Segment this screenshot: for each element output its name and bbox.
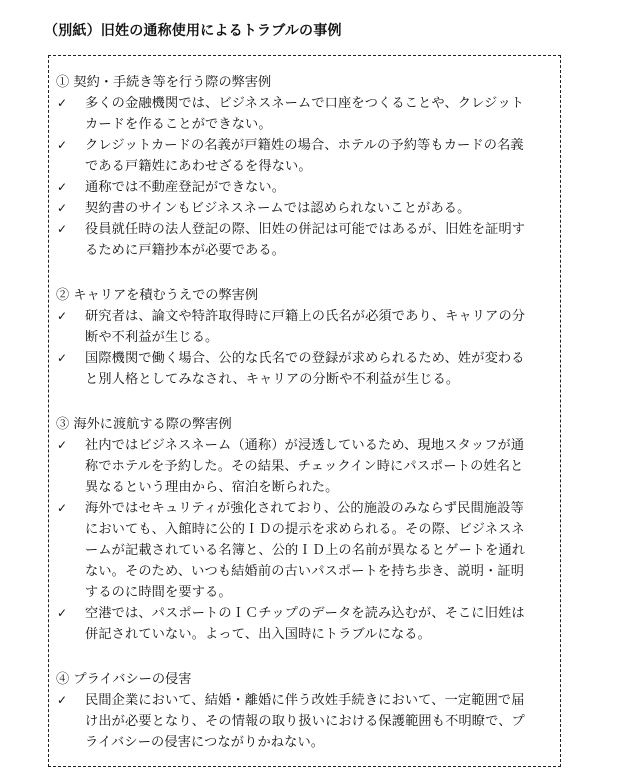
item-text-line: 空港では、パスポートのＩＣチップのデータを読み込むが、そこに旧姓は: [85, 606, 525, 621]
checkmark-icon: ✓: [57, 180, 68, 194]
checkmark-icon: ✓: [57, 222, 68, 236]
list-item: [56, 690, 556, 753]
item-text-line: 称でホテルを予約した。その結果、チェックイン時にパスポートの姓名と: [85, 459, 524, 474]
item-text-line: ライバシーの侵害につながりかねない。: [85, 735, 325, 750]
item-text-line: においても、入館時に公的ＩＤの提示を求められる。その際、ビジネスネ: [85, 522, 525, 537]
item-text-line: クレジットカードの名義が戸籍姓の場合、ホテルの予約等もカードの名義: [85, 138, 524, 153]
checkmark-icon: ✓: [57, 351, 68, 365]
item-text-line: 契約書のサインもビジネスネームでは認められないことがある。: [85, 201, 471, 216]
item-text-line: ームが記載されている名簿と、公的ＩＤ上の名前が異なるとゲートを通れ: [85, 543, 526, 558]
item-text-line: 多くの金融機関では、ビジネスネームで口座をつくることや、クレジット: [85, 96, 525, 111]
section-3: [56, 414, 556, 645]
checkmark-icon: ✓: [57, 438, 68, 452]
section-heading: ① 契約・手続き等を行う際の弊害例: [56, 75, 272, 90]
item-text-line: るために戸籍抄本が必要である。: [85, 243, 286, 258]
item-text-line: ない。そのため、いつも結婚前の古いパスポートを持ち歩き、説明・証明: [85, 564, 525, 579]
list-item: [56, 435, 556, 498]
item-text-line: 断や不利益が生じる。: [85, 330, 219, 345]
item-text-line: 研究者は、論文や特許取得時に戸籍上の氏名が必須であり、キャリアの分: [85, 309, 526, 324]
section-2: [56, 285, 556, 390]
document-title: （別紙）旧姓の通称使用によるトラブルの事例: [44, 23, 342, 39]
checkmark-icon: ✓: [57, 96, 68, 110]
list-item: [56, 198, 556, 219]
list-item: [56, 93, 556, 135]
item-text-line: け出が必要となり、その情報の取り扱いにおける保護範囲も不明瞭で、プ: [85, 714, 525, 729]
checkmark-icon: ✓: [57, 201, 68, 215]
section-heading: ② キャリアを積むうえでの弊害例: [56, 288, 259, 303]
item-text-line: 民間企業において、結婚・離婚に伴う改姓手続きにおいて、一定範囲で届: [85, 693, 525, 708]
checkmark-icon: ✓: [57, 138, 68, 152]
checkmark-icon: ✓: [57, 501, 68, 515]
item-text-line: 海外ではセキュリティが強化されており、公的施設のみならず民間施設等: [85, 501, 524, 516]
list-item: [56, 219, 556, 261]
section-heading: ④ プライバシーの侵害: [56, 672, 192, 687]
list-item: [56, 498, 556, 603]
list-item: [56, 603, 556, 645]
item-text-line: 役員就任時の法人登記の際、旧姓の併記は可能ではあるが、旧姓を証明す: [85, 222, 526, 237]
item-text-line: カードを作ることができない。: [85, 117, 272, 132]
item-text-line: である戸籍姓にあわせざるを得ない。: [85, 159, 312, 174]
item-text-line: するのに時間を要する。: [85, 585, 232, 600]
section-4: [56, 669, 556, 753]
list-item: [56, 348, 556, 390]
item-text-line: 社内ではビジネスネーム（通称）が浸透しているため、現地スタッフが通: [85, 438, 525, 453]
checkmark-icon: ✓: [57, 606, 68, 620]
item-text-line: 異なるという理由から、宿泊を断られた。: [85, 480, 339, 495]
list-item: [56, 177, 556, 198]
item-text-line: と別人格としてみなされ、キャリアの分断や不利益が生じる。: [85, 372, 460, 387]
list-item: [56, 306, 556, 348]
item-text-line: 通称では不動産登記ができない。: [85, 180, 286, 195]
section-heading: ③ 海外に渡航する際の弊害例: [56, 417, 232, 432]
checkmark-icon: ✓: [57, 693, 68, 707]
section-1: [56, 72, 556, 261]
item-text-line: 国際機関で働く場合、公的な氏名での登録が求められるため、姓が変わる: [85, 351, 525, 366]
document-body: [56, 72, 556, 753]
item-text-line: 併記されていない。よって、出入国時にトラブルになる。: [85, 627, 431, 642]
checkmark-icon: ✓: [57, 309, 68, 323]
list-item: [56, 135, 556, 177]
